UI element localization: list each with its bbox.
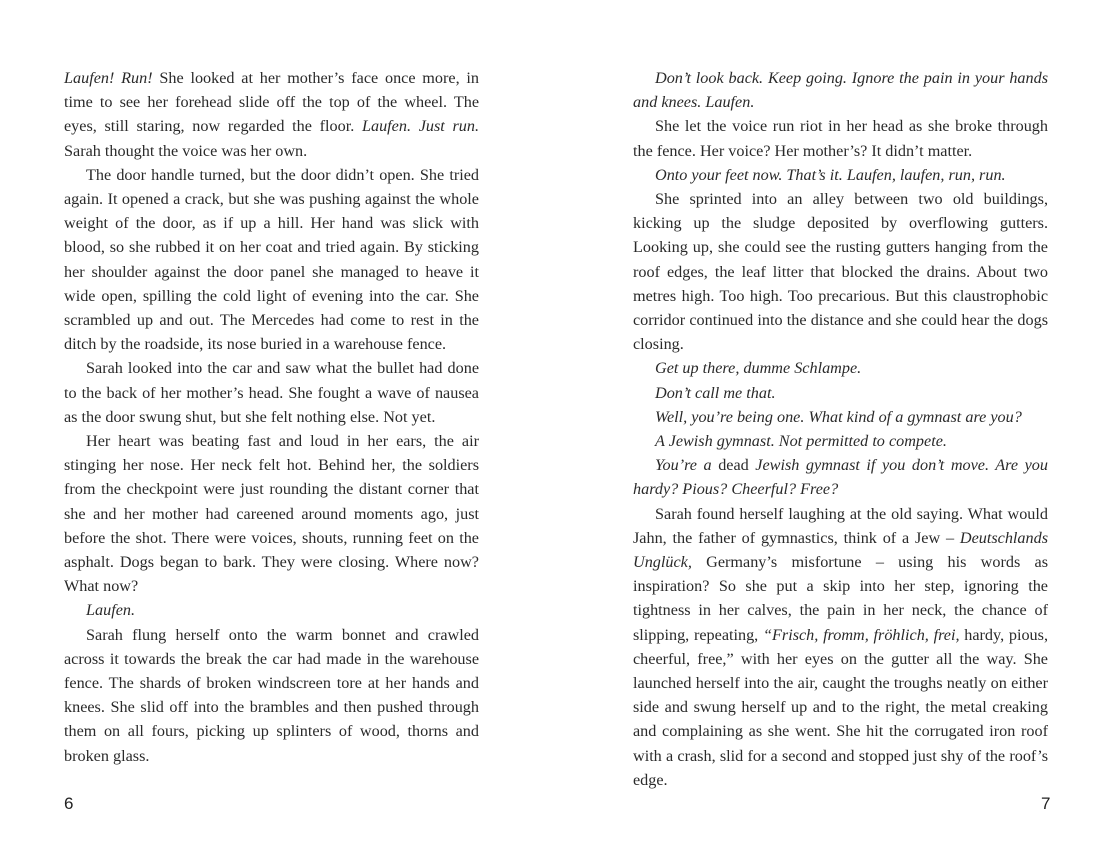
paragraph [633, 381, 1048, 405]
paragraph [64, 429, 479, 598]
text-run: Sarah flung herself onto the warm bonnet and crawled across it towards the break the car had made in the warehouse fence. The shards of broken windscreen tore at her hands and knees. She slid off into the brambles and then pushed through them on all fours, picking up splinters of wood, thorns and broken glass. [64, 625, 479, 765]
paragraph [633, 163, 1048, 187]
paragraph [633, 187, 1048, 356]
italic-run: Get up there, dumme Schlampe. [655, 359, 862, 378]
left-page-text [64, 66, 479, 768]
left-page-number: 6 [64, 794, 74, 813]
paragraph [633, 429, 1048, 453]
paragraph [633, 114, 1048, 162]
italic-run: Don’t look back. Keep going. Ignore the pain in your hands and knees. Laufen. [633, 69, 1048, 112]
italic-run: Deutschlands Unglück, [633, 528, 1048, 572]
text-run: Sarah looked into the car and saw what the bullet had done to the back of her mother’s head. She fought a wave of nausea as the door swung shut, but she felt nothing else. Not yet. [64, 359, 479, 426]
paragraph [64, 598, 479, 622]
italic-run: Laufen. [86, 601, 136, 620]
italic-run: “Frisch, fromm, fröhlich, frei, [763, 625, 960, 644]
italic-run: Well, you’re being one. What kind of a gymnast are you? [655, 407, 1022, 426]
italic-run: A Jewish gymnast. Not permitted to compete. [655, 432, 947, 451]
italic-run: Laufen. Just run. [361, 117, 480, 136]
italic-run: You’re a [655, 456, 719, 475]
paragraph [633, 356, 1048, 380]
text-run: Sarah found herself laughing at the old saying. What would Jahn, the father of gymnastics, think of a Jew – [633, 504, 1048, 547]
text-run: dead [718, 456, 749, 475]
text-run: hardy, pious, cheerful, free,” with her eyes on the gutter all the way. She launched herself into the air, caught the troughs neatly on either side and swung herself up and to the right, the metal creaking and complaining as she went. She hit the corrugated iron roof with a crash, slid for a second and stopped just shy of the roof’s edge. [633, 625, 1048, 789]
text-run: Sarah thought the voice was her own. [64, 141, 308, 160]
paragraph [633, 66, 1048, 114]
paragraph [633, 453, 1048, 501]
paragraph [633, 502, 1048, 792]
italic-run: Jewish gymnast if you don’t move. Are you hardy? Pious? Cheerful? Free? [633, 456, 1048, 499]
text-run: The door handle turned, but the door didn’t open. She tried again. It opened a crack, but she was pushing against the whole weight of the door, as if up a hill. Her hand was slick with blood, so she rubbed it on her coat and tried again. By sticking her shoulder against the door panel she managed to heave it wide open, spilling the cold light of evening into the car. She scrambled up and out. The Mercedes had come to rest in the ditch by the roadside, its nose buried in a warehouse fence. [64, 165, 479, 354]
text-run: She looked at her mother’s face once more, in time to see her forehead slide off the top of the wheel. The eyes, still staring, now regarded the floor. [64, 69, 479, 136]
text-run: Her heart was beating fast and loud in her ears, the air stinging her nose. Her neck felt hot. Behind her, the soldiers from the checkpoint were just rounding the distant corner that she and her mother had careened around moments ago, just before the shot. There were voices, shouts, running feet on the asphalt. Dogs began to bark. They were closing. Where now? What now? [64, 432, 479, 596]
paragraph [64, 66, 479, 163]
paragraph [64, 623, 479, 768]
text-run: She sprinted into an alley between two old buildings, kicking up the sludge deposited by overflowing gutters. Looking up, she could see the rusting gutters hanging from the roof edges, the leaf litter that blocked the drains. About two metres high. Too high. Too precarious. But this claustrophobic corridor continued into the distance and she could hear the dogs closing. [633, 190, 1048, 354]
paragraph [633, 405, 1048, 429]
text-run: She let the voice run riot in her head as she broke through the fence. Her voice? Her mother’s? It didn’t matter. [633, 117, 1048, 160]
paragraph [64, 163, 479, 357]
italic-run: Onto your feet now. That’s it. Laufen, laufen, run, run. [655, 165, 1006, 184]
text-run: Germany’s misfortune – using his words as inspiration? So she put a skip into her step, ignoring the tightness in her calves, the pain in her neck, the chance of slipping, repeating, [633, 553, 1048, 644]
right-page-text [633, 66, 1048, 792]
italic-run: Don’t call me that. [655, 383, 776, 402]
right-page-number: 7 [1041, 794, 1051, 813]
italic-run: Laufen! Run! [64, 69, 153, 87]
paragraph [64, 356, 479, 429]
